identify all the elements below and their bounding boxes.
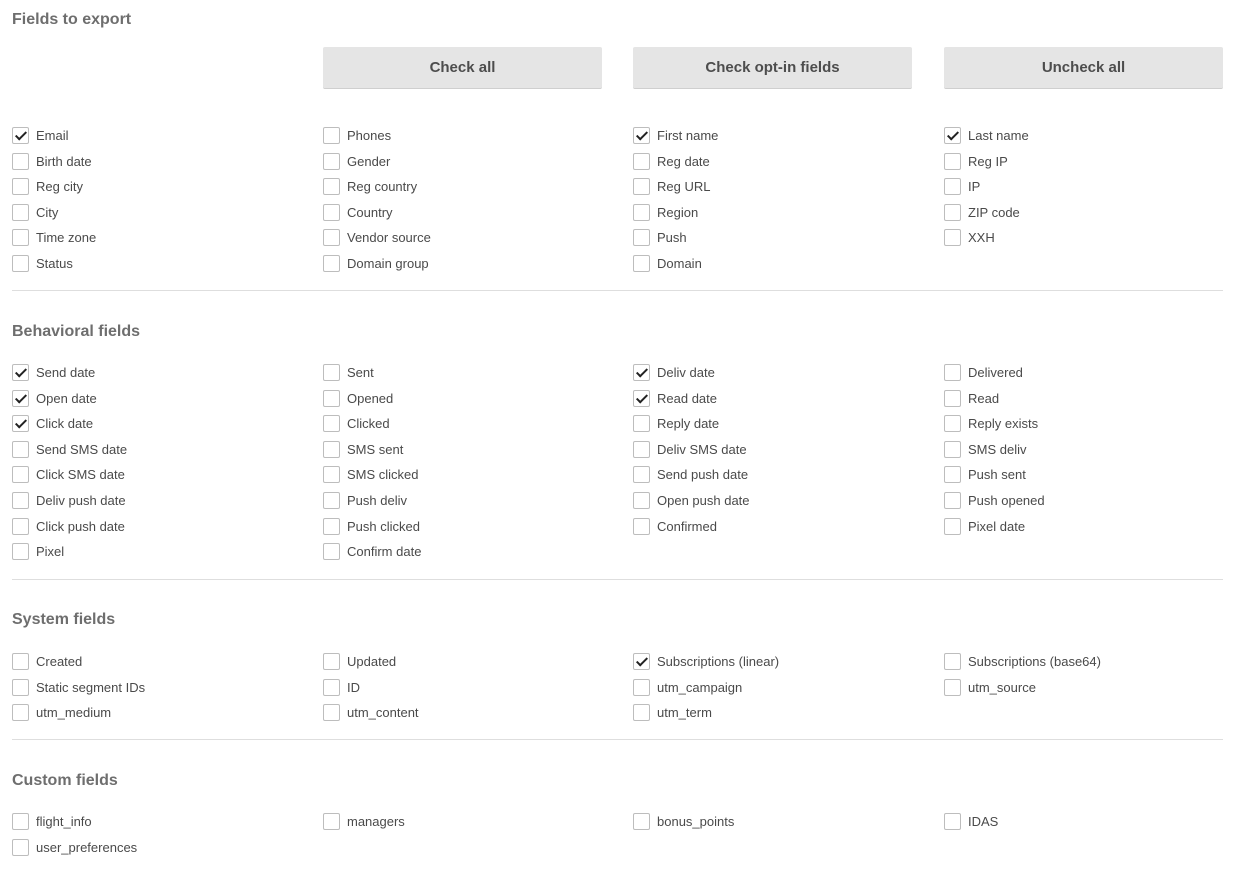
checkbox-item-reg-ip[interactable] — [944, 151, 1008, 171]
checkbox-label: Read date — [657, 390, 717, 406]
unchecked-checkbox[interactable] — [633, 441, 650, 458]
checkbox-item-updated[interactable] — [323, 651, 396, 671]
section-divider — [12, 290, 1223, 291]
checkbox-item-open-date[interactable] — [12, 388, 97, 408]
checkbox-label: Deliv date — [657, 364, 715, 380]
unchecked-checkbox[interactable] — [323, 813, 340, 830]
checkbox-item-push-opened[interactable] — [944, 490, 1045, 510]
checked-checkbox[interactable] — [12, 364, 29, 381]
unchecked-checkbox[interactable] — [323, 153, 340, 170]
checkbox-label: Reply exists — [968, 415, 1039, 431]
unchecked-checkbox[interactable] — [323, 441, 340, 458]
checkbox-item-reply-exists[interactable] — [944, 413, 1038, 433]
checkbox-label: Reg URL — [657, 178, 711, 194]
checkbox-label: Subscriptions (linear) — [657, 653, 780, 669]
unchecked-checkbox[interactable] — [323, 492, 340, 509]
checkbox-item-first-name[interactable] — [633, 125, 718, 145]
section-title-fields-to-export: Fields to export — [12, 11, 132, 28]
unchecked-checkbox[interactable] — [12, 653, 29, 670]
checkbox-item-created[interactable] — [12, 651, 82, 671]
checkbox-label: Clicked — [347, 415, 390, 431]
unchecked-checkbox[interactable] — [944, 229, 961, 246]
unchecked-checkbox[interactable] — [633, 229, 650, 246]
checkbox-label: Domain group — [347, 255, 429, 271]
section-title-system-fields: System fields — [12, 611, 116, 628]
checkbox-label: utm_source — [968, 679, 1036, 695]
checked-checkbox[interactable] — [12, 127, 29, 144]
checkbox-label: Pixel date — [968, 518, 1026, 534]
checkbox-item-utm-content[interactable] — [323, 702, 419, 722]
checkbox-label: utm_medium — [36, 704, 112, 720]
unchecked-checkbox[interactable] — [323, 255, 340, 272]
checked-checkbox[interactable] — [633, 127, 650, 144]
checkbox-item-send-sms-date[interactable] — [12, 439, 127, 459]
unchecked-checkbox[interactable] — [944, 813, 961, 830]
checked-checkbox[interactable] — [633, 364, 650, 381]
checkbox-item-delivered[interactable] — [944, 362, 1023, 382]
check-opt-in-fields-button[interactable]: Check opt-in fields — [633, 47, 912, 89]
checkbox-label: Push deliv — [347, 492, 407, 508]
checkbox-item-confirm-date[interactable] — [323, 541, 421, 561]
checkbox-item-deliv-push-date[interactable] — [12, 490, 126, 510]
unchecked-checkbox[interactable] — [633, 204, 650, 221]
unchecked-checkbox[interactable] — [944, 441, 961, 458]
unchecked-checkbox[interactable] — [323, 679, 340, 696]
checkbox-item-reg-url[interactable] — [633, 176, 710, 196]
checkbox-item-reg-date[interactable] — [633, 151, 710, 171]
unchecked-checkbox[interactable] — [944, 653, 961, 670]
checkbox-label: Confirmed — [657, 518, 717, 534]
checkbox-item-xxh[interactable] — [944, 227, 995, 247]
checkbox-label: City — [36, 204, 59, 220]
checkbox-item-reg-country[interactable] — [323, 176, 417, 196]
section-divider — [12, 739, 1223, 740]
checkbox-item-pixel[interactable] — [12, 541, 64, 561]
unchecked-checkbox[interactable] — [633, 153, 650, 170]
unchecked-checkbox[interactable] — [12, 518, 29, 535]
checkbox-item-clicked[interactable] — [323, 413, 390, 433]
unchecked-checkbox[interactable] — [944, 415, 961, 432]
checkbox-item-click-push-date[interactable] — [12, 516, 125, 536]
checkbox-label: Pixel — [36, 543, 65, 559]
checkbox-label: IP — [968, 178, 981, 194]
checkbox-label: ID — [347, 679, 360, 695]
checked-checkbox[interactable] — [12, 390, 29, 407]
checkbox-item-push-clicked[interactable] — [323, 516, 420, 536]
unchecked-checkbox[interactable] — [944, 178, 961, 195]
unchecked-checkbox[interactable] — [633, 415, 650, 432]
unchecked-checkbox[interactable] — [323, 415, 340, 432]
checkbox-item-idas[interactable] — [944, 811, 998, 831]
unchecked-checkbox[interactable] — [12, 543, 29, 560]
unchecked-checkbox[interactable] — [323, 543, 340, 560]
checkbox-item-reg-city[interactable] — [12, 176, 83, 196]
checkbox-item-sent[interactable] — [323, 362, 374, 382]
checkbox-item-push[interactable] — [633, 227, 687, 247]
checkbox-item-status[interactable] — [12, 253, 73, 273]
checked-checkbox[interactable] — [12, 415, 29, 432]
checkbox-label: utm_term — [657, 704, 712, 720]
unchecked-checkbox[interactable] — [12, 204, 29, 221]
unchecked-checkbox[interactable] — [12, 466, 29, 483]
unchecked-checkbox[interactable] — [944, 364, 961, 381]
checkbox-item-gender[interactable] — [323, 151, 390, 171]
checkbox-item-sms-sent[interactable] — [323, 439, 403, 459]
unchecked-checkbox[interactable] — [633, 679, 650, 696]
checkbox-item-flight-info[interactable] — [12, 811, 92, 831]
checkbox-item-city[interactable] — [12, 202, 58, 222]
checkbox-item-confirmed[interactable] — [633, 516, 717, 536]
checkbox-label: bonus_points — [657, 813, 735, 829]
checkbox-label: Opened — [347, 390, 394, 406]
unchecked-checkbox[interactable] — [12, 229, 29, 246]
checkbox-item-reply-date[interactable] — [633, 413, 719, 433]
unchecked-checkbox[interactable] — [633, 466, 650, 483]
checkbox-label: ZIP code — [968, 204, 1020, 220]
unchecked-checkbox[interactable] — [12, 679, 29, 696]
checkbox-label: XXH — [968, 229, 995, 245]
checkbox-item-domain[interactable] — [633, 253, 702, 273]
check-all-button[interactable]: Check all — [323, 47, 602, 89]
unchecked-checkbox[interactable] — [944, 390, 961, 407]
checkbox-label: Domain — [657, 255, 702, 271]
checkbox-label: Click date — [36, 415, 94, 431]
unchecked-checkbox[interactable] — [633, 492, 650, 509]
checkbox-item-email[interactable] — [12, 125, 69, 145]
checkbox-item-utm-source[interactable] — [944, 677, 1036, 697]
checked-checkbox[interactable] — [633, 390, 650, 407]
unchecked-checkbox[interactable] — [12, 704, 29, 721]
checkbox-label: SMS sent — [347, 441, 404, 457]
checked-checkbox[interactable] — [944, 127, 961, 144]
checkbox-label: Push — [657, 229, 687, 245]
checkbox-label: managers — [347, 813, 405, 829]
unchecked-checkbox[interactable] — [944, 204, 961, 221]
unchecked-checkbox[interactable] — [944, 518, 961, 535]
unchecked-checkbox[interactable] — [944, 466, 961, 483]
checkbox-item-read-date[interactable] — [633, 388, 717, 408]
checkbox-label: Phones — [347, 127, 392, 143]
checkbox-label: IDAS — [968, 813, 999, 829]
checkbox-item-subscriptions-base64[interactable] — [944, 651, 1101, 671]
checkbox-item-pixel-date[interactable] — [944, 516, 1025, 536]
checkbox-item-time-zone[interactable] — [12, 227, 96, 247]
checkbox-label: Click push date — [36, 518, 125, 534]
checkbox-item-click-date[interactable] — [12, 413, 93, 433]
checkbox-item-zip-code[interactable] — [944, 202, 1020, 222]
checkbox-label: user_preferences — [36, 839, 138, 855]
uncheck-all-button[interactable]: Uncheck all — [944, 47, 1223, 89]
checkbox-item-sms-deliv[interactable] — [944, 439, 1027, 459]
unchecked-checkbox[interactable] — [323, 704, 340, 721]
checkbox-item-birth-date[interactable] — [12, 151, 92, 171]
checkbox-label: Country — [347, 204, 393, 220]
checkbox-item-push-sent[interactable] — [944, 464, 1026, 484]
checkbox-label: Push clicked — [347, 518, 420, 534]
checkbox-label: Click SMS date — [36, 466, 125, 482]
unchecked-checkbox[interactable] — [323, 653, 340, 670]
checkbox-label: Push opened — [968, 492, 1045, 508]
unchecked-checkbox[interactable] — [12, 153, 29, 170]
unchecked-checkbox[interactable] — [633, 178, 650, 195]
checkbox-label: Send push date — [657, 466, 749, 482]
checkbox-label: Delivered — [968, 364, 1023, 380]
checkbox-item-sms-clicked[interactable] — [323, 464, 419, 484]
checkbox-label: SMS deliv — [968, 441, 1027, 457]
checkbox-item-open-push-date[interactable] — [633, 490, 750, 510]
unchecked-checkbox[interactable] — [12, 441, 29, 458]
checkbox-item-last-name[interactable] — [944, 125, 1029, 145]
checked-checkbox[interactable] — [633, 653, 650, 670]
checkbox-item-send-date[interactable] — [12, 362, 95, 382]
checkbox-label: First name — [657, 127, 719, 143]
checkbox-label: Region — [657, 204, 699, 220]
checkbox-label: Vendor source — [347, 229, 431, 245]
unchecked-checkbox[interactable] — [944, 492, 961, 509]
checkbox-label: Gender — [347, 153, 391, 169]
checkbox-item-static-segment-ids[interactable] — [12, 677, 145, 697]
checkbox-label: Send date — [36, 364, 96, 380]
checkbox-label: Time zone — [36, 229, 97, 245]
checkbox-label: Read — [968, 390, 1000, 406]
checkbox-label: utm_content — [347, 704, 419, 720]
unchecked-checkbox[interactable] — [12, 492, 29, 509]
unchecked-checkbox[interactable] — [323, 204, 340, 221]
checkbox-label: Open date — [36, 390, 97, 406]
checkbox-label: utm_campaign — [657, 679, 743, 695]
unchecked-checkbox[interactable] — [12, 839, 29, 856]
unchecked-checkbox[interactable] — [323, 518, 340, 535]
checkbox-item-push-deliv[interactable] — [323, 490, 407, 510]
checkbox-item-id[interactable] — [323, 677, 360, 697]
checkbox-item-subscriptions-linear[interactable] — [633, 651, 779, 671]
unchecked-checkbox[interactable] — [323, 127, 340, 144]
checkbox-label: Sent — [347, 364, 374, 380]
checkbox-item-user-preferences[interactable] — [12, 837, 137, 857]
checkbox-label: Reply date — [657, 415, 720, 431]
checkbox-label: Reg city — [36, 178, 83, 194]
checkbox-item-read[interactable] — [944, 388, 999, 408]
checkbox-label: flight_info — [36, 813, 92, 829]
unchecked-checkbox[interactable] — [633, 518, 650, 535]
section-title-custom-fields: Custom fields — [12, 772, 118, 789]
checkbox-item-country[interactable] — [323, 202, 393, 222]
checkbox-item-managers[interactable] — [323, 811, 405, 831]
checkbox-item-deliv-date[interactable] — [633, 362, 715, 382]
checkbox-label: Updated — [347, 653, 397, 669]
checkbox-item-click-sms-date[interactable] — [12, 464, 125, 484]
checkbox-item-region[interactable] — [633, 202, 698, 222]
checkbox-label: Last name — [968, 127, 1029, 143]
unchecked-checkbox[interactable] — [323, 229, 340, 246]
checkbox-item-bonus-points[interactable] — [633, 811, 734, 831]
checkbox-item-phones[interactable] — [323, 125, 391, 145]
checkbox-item-utm-campaign[interactable] — [633, 677, 742, 697]
section-title-behavioral-fields: Behavioral fields — [12, 323, 141, 340]
unchecked-checkbox[interactable] — [323, 178, 340, 195]
unchecked-checkbox[interactable] — [12, 178, 29, 195]
checkbox-label: Subscriptions (base64) — [968, 653, 1101, 669]
unchecked-checkbox[interactable] — [323, 364, 340, 381]
checkbox-item-ip[interactable] — [944, 176, 980, 196]
unchecked-checkbox[interactable] — [944, 679, 961, 696]
unchecked-checkbox[interactable] — [633, 704, 650, 721]
unchecked-checkbox[interactable] — [944, 153, 961, 170]
checkbox-label: Reg country — [347, 178, 418, 194]
unchecked-checkbox[interactable] — [12, 255, 29, 272]
checkbox-label: SMS clicked — [347, 466, 419, 482]
unchecked-checkbox[interactable] — [633, 255, 650, 272]
checkbox-item-deliv-sms-date[interactable] — [633, 439, 747, 459]
section-divider — [12, 579, 1223, 580]
checkbox-label: Birth date — [36, 153, 92, 169]
checkbox-item-utm-term[interactable] — [633, 702, 712, 722]
unchecked-checkbox[interactable] — [323, 390, 340, 407]
checkbox-item-utm-medium[interactable] — [12, 702, 111, 722]
checkbox-label: Confirm date — [347, 543, 422, 559]
checkbox-item-domain-group[interactable] — [323, 253, 429, 273]
checkbox-item-send-push-date[interactable] — [633, 464, 748, 484]
unchecked-checkbox[interactable] — [633, 813, 650, 830]
checkbox-label: Status — [36, 255, 73, 271]
checkbox-label: Reg date — [657, 153, 710, 169]
checkbox-label: Open push date — [657, 492, 750, 508]
checkbox-label: Reg IP — [968, 153, 1008, 169]
unchecked-checkbox[interactable] — [12, 813, 29, 830]
checkbox-label: Send SMS date — [36, 441, 128, 457]
checkbox-label: Push sent — [968, 466, 1026, 482]
checkbox-item-vendor-source[interactable] — [323, 227, 431, 247]
checkbox-label: Static segment IDs — [36, 679, 146, 695]
checkbox-label: Created — [36, 653, 83, 669]
checkbox-label: Deliv push date — [36, 492, 126, 508]
unchecked-checkbox[interactable] — [323, 466, 340, 483]
bulk-action-buttons — [323, 47, 1223, 90]
checkbox-item-opened[interactable] — [323, 388, 393, 408]
checkbox-label: Email — [36, 127, 69, 143]
checkbox-label: Deliv SMS date — [657, 441, 747, 457]
